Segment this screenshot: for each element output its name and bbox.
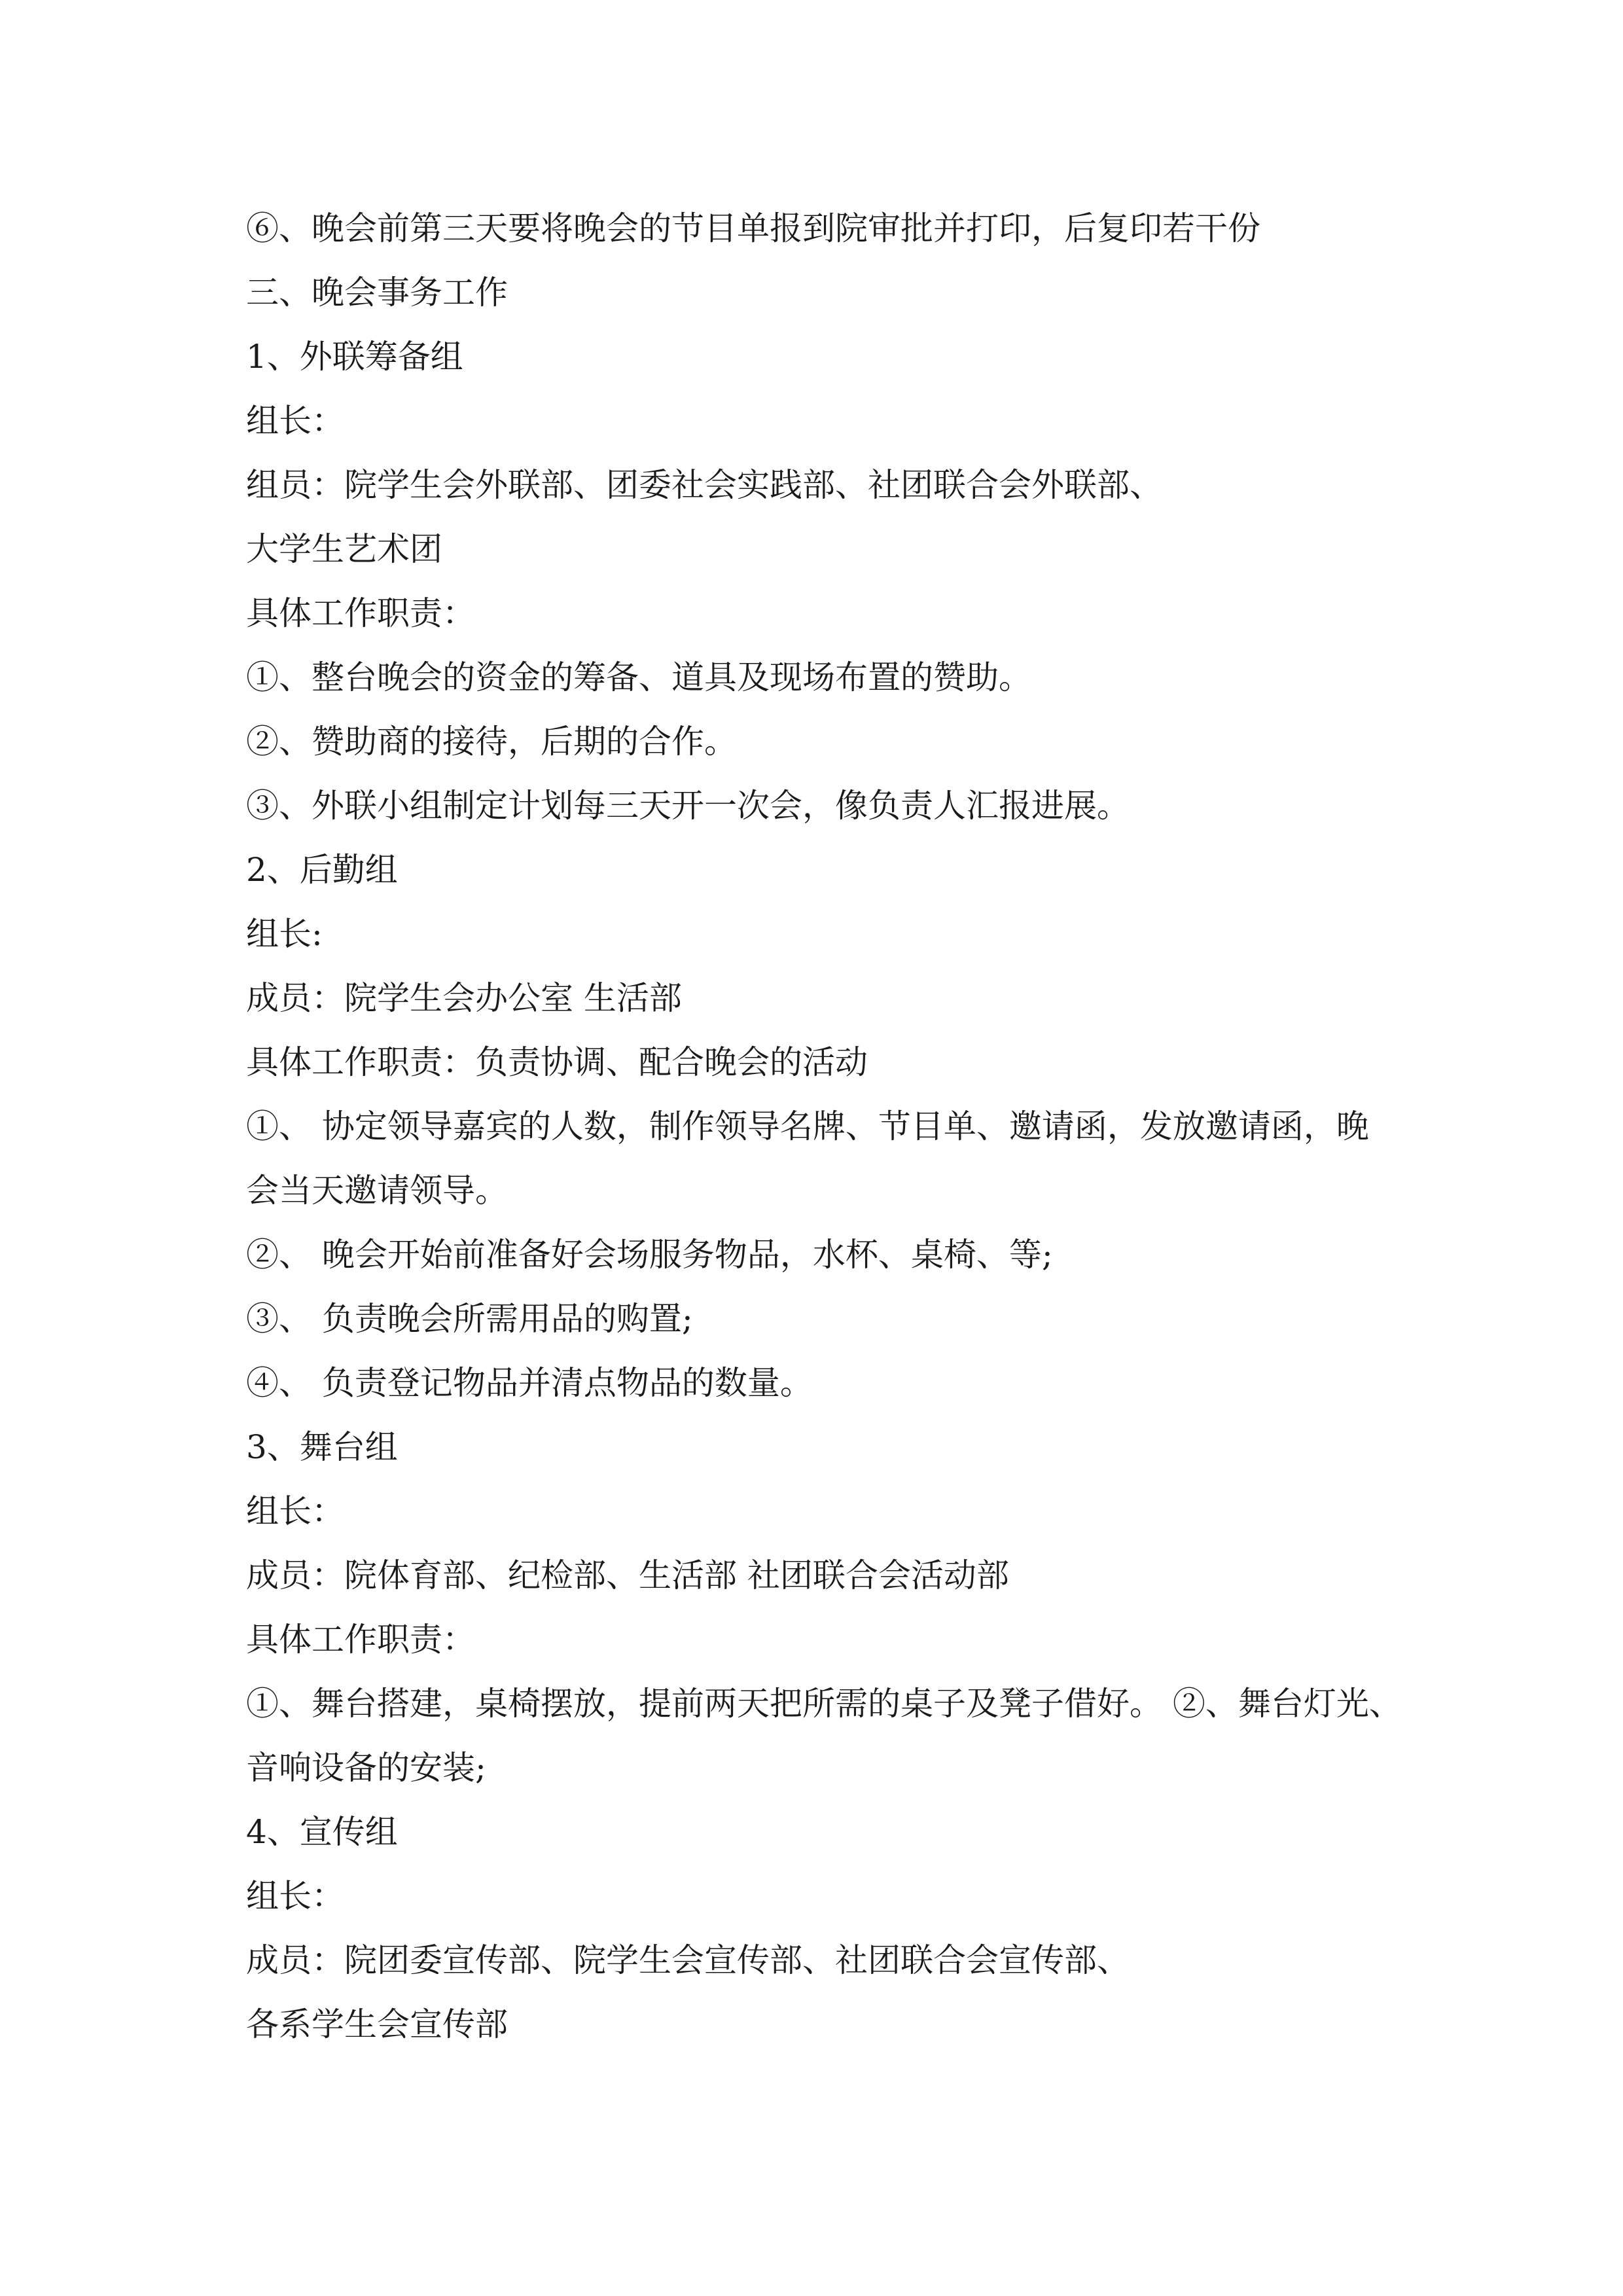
document-body	[246, 196, 1437, 2056]
outreach-duties-label: 具体工作职责：	[246, 594, 475, 632]
subheading-outreach-group: 1、外联筹备组	[246, 338, 463, 376]
publicity-group-leader: 组长：	[246, 1877, 344, 1915]
outreach-duty-3: ③、外联小组制定计划每三天开一次会，像负责人汇报进展。	[246, 787, 1130, 825]
logistics-duty-1: ①、 协定领导嘉宾的人数，制作领导名牌、节目单、邀请函，发放邀请函，晚	[246, 1107, 1369, 1145]
outreach-group-members: 组员：院学生会外联部、团委社会实践部、社团联合会外联部、	[246, 466, 1162, 504]
publicity-group-members-continued: 各系学生会宣传部	[246, 2005, 508, 2043]
stage-duties-label: 具体工作职责：	[246, 1621, 475, 1659]
stage-group-members: 成员：院体育部、纪检部、生活部 社团联合会活动部	[246, 1556, 1009, 1594]
outreach-duty-2: ②、赞助商的接待，后期的合作。	[246, 723, 737, 761]
stage-duties-continued: 音响设备的安装;	[246, 1749, 486, 1787]
publicity-group-members: 成员：院团委宣传部、院学生会宣传部、社团联合会宣传部、	[246, 1941, 1130, 1979]
logistics-duties-label: 具体工作职责：负责协调、配合晚会的活动	[246, 1043, 868, 1081]
outreach-duty-1: ①、整台晚会的资金的筹备、道具及现场布置的赞助。	[246, 658, 1031, 696]
subheading-publicity-group: 4、宣传组	[246, 1813, 398, 1851]
logistics-duty-4: ④、 负责登记物品并清点物品的数量。	[246, 1364, 813, 1402]
subheading-stage-group: 3、舞台组	[246, 1428, 398, 1466]
subheading-logistics-group: 2、后勤组	[246, 851, 398, 889]
outreach-group-members-continued: 大学生艺术团	[246, 530, 442, 568]
stage-group-leader: 组长：	[246, 1492, 344, 1530]
stage-duties-1-2: ①、舞台搭建，桌椅摆放，提前两天把所需的桌子及凳子借好。 ②、舞台灯光、	[246, 1685, 1402, 1723]
logistics-duty-3: ③、 负责晚会所需用品的购置;	[246, 1300, 693, 1338]
logistics-group-members: 成员：院学生会办公室 生活部	[246, 979, 682, 1017]
outreach-group-leader: 组长：	[246, 402, 344, 440]
logistics-duty-1-continued: 会当天邀请领导。	[246, 1172, 508, 1210]
item-6-print-program: ⑥、晚会前第三天要将晚会的节目单报到院审批并打印，后复印若干份	[246, 209, 1260, 247]
section-heading-3: 三、晚会事务工作	[246, 274, 508, 312]
logistics-duty-2: ②、 晚会开始前准备好会场服务物品，水杯、桌椅、等;	[246, 1236, 1053, 1274]
logistics-group-leader: 组长:	[246, 915, 323, 953]
